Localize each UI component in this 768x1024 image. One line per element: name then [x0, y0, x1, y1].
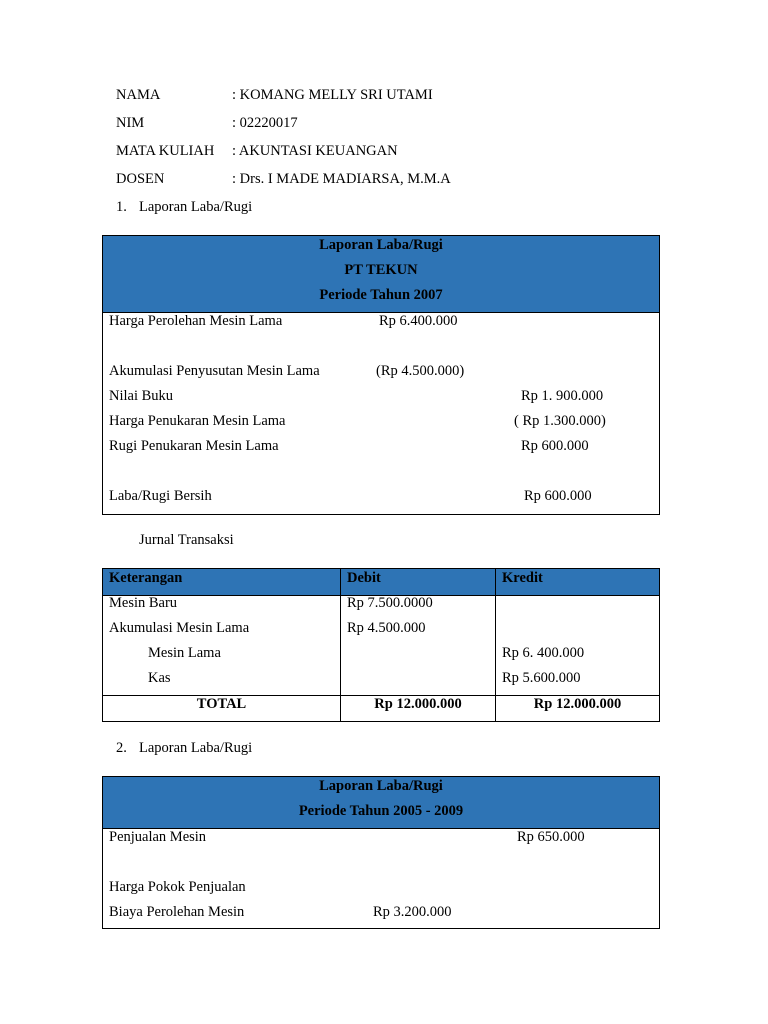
row-label: Harga Pokok Penjualan	[109, 879, 246, 895]
name-value: : KOMANG MELLY SRI UTAMI	[232, 87, 433, 103]
course-value: : AKUNTASI KEUANGAN	[232, 143, 398, 159]
journal-table	[102, 568, 660, 722]
total-label: TOTAL	[196, 696, 247, 712]
total-credit: Rp 12.000.000	[533, 696, 622, 712]
row-label: Nilai Buku	[109, 388, 174, 404]
section2-number: 2.	[116, 740, 127, 756]
report-company: PT TEKUN	[344, 262, 418, 278]
journal-desc: Mesin Baru	[109, 595, 178, 611]
section1-heading: Laporan Laba/Rugi	[139, 199, 253, 215]
section2-heading: Laporan Laba/Rugi	[139, 740, 253, 756]
income-statement-2007	[102, 235, 660, 515]
column-header-kredit: Kredit	[502, 570, 543, 586]
row-right-value: Rp 600.000	[524, 488, 592, 504]
journal-header	[103, 569, 659, 596]
report-title: Laporan Laba/Rugi	[319, 237, 443, 253]
journal-desc: Mesin Lama	[148, 645, 221, 661]
journal-desc: Kas	[148, 670, 171, 686]
lecturer-value: : Drs. I MADE MADIARSA, M.M.A	[232, 171, 451, 187]
section1-number: 1.	[116, 199, 127, 215]
course-label: MATA KULIAH	[116, 143, 215, 159]
row-label: Biaya Perolehan Mesin	[109, 904, 245, 920]
row-right-value: Rp 650.000	[517, 829, 585, 845]
total-debit: Rp 12.000.000	[374, 696, 462, 712]
nim-label: NIM	[116, 115, 145, 131]
journal-debit: Rp 7.500.0000	[347, 595, 433, 611]
row-label: Laba/Rugi Bersih	[109, 488, 212, 504]
row-label: Akumulasi Penyusutan Mesin Lama	[109, 363, 320, 379]
journal-debit: Rp 4.500.000	[347, 620, 426, 636]
report-period: Periode Tahun 2007	[319, 287, 443, 303]
row-mid-value: (Rp 4.500.000)	[376, 363, 465, 379]
column-header-keterangan: Keterangan	[109, 570, 183, 586]
row-label: Harga Penukaran Mesin Lama	[109, 413, 286, 429]
column-header-debit: Debit	[347, 570, 381, 586]
row-label: Rugi Penukaran Mesin Lama	[109, 438, 279, 454]
row-right-value: Rp 600.000	[521, 438, 589, 454]
row-label: Harga Perolehan Mesin Lama	[109, 313, 283, 329]
report-title: Laporan Laba/Rugi	[319, 778, 443, 794]
row-mid-value: Rp 3.200.000	[373, 904, 452, 920]
name-label: NAMA	[116, 87, 161, 103]
journal-credit: Rp 6. 400.000	[502, 645, 585, 661]
lecturer-label: DOSEN	[116, 171, 165, 187]
row-right-value: Rp 1. 900.000	[521, 388, 604, 404]
row-mid-value: Rp 6.400.000	[379, 313, 458, 329]
row-label: Penjualan Mesin	[109, 829, 207, 845]
journal-title: Jurnal Transaksi	[139, 532, 234, 548]
journal-desc: Akumulasi Mesin Lama	[109, 620, 250, 636]
row-right-value: ( Rp 1.300.000)	[514, 413, 606, 429]
nim-value: : 02220017	[232, 115, 298, 131]
report-period: Periode Tahun 2005 - 2009	[298, 803, 464, 819]
journal-credit: Rp 5.600.000	[502, 670, 581, 686]
income-statement-2005-2009	[102, 776, 660, 929]
